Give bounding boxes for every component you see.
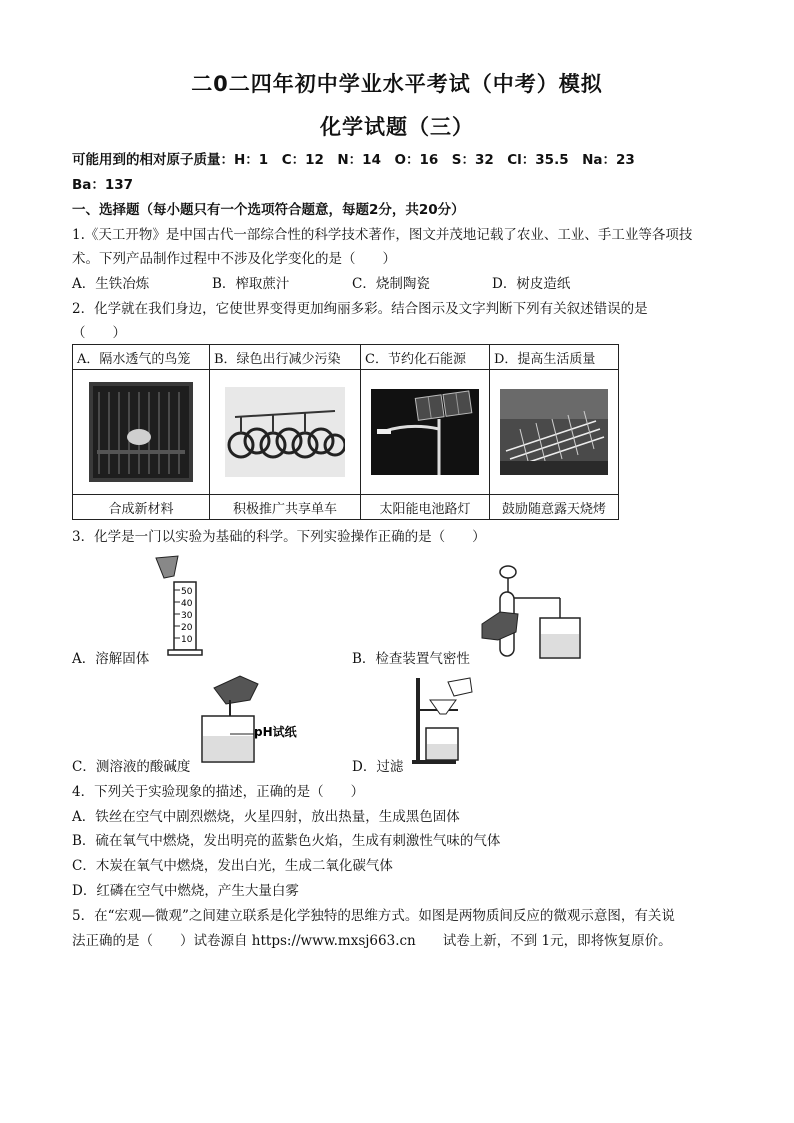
q2-caption-b: 积极推广共享单车 [210,495,361,520]
q4-stem: 4．下列关于实验现象的描述，正确的是（ ） [72,784,365,800]
q1-option-d: D．树皮造纸 [492,276,571,292]
q1-stem-line2: 术。下列产品制作过程中不涉及化学变化的是（ ） [72,251,396,267]
cylinder-tick-10: 10 [181,635,193,645]
q5-stem-line2: 法正确的是（ ）试卷源自 https://www.mxsj663.cn 试卷上新，不到 1元，即将恢复原价。 [72,933,672,949]
ph-test-illustration [196,670,306,766]
q2-header-c: C．节约化石能源 [361,345,490,370]
cylinder-tick-30: 30 [181,611,193,621]
shared-bikes-photo [225,387,345,477]
q3-option-d: D．过滤 [352,759,404,775]
q2-header-b: B．绿色出行减少污染 [210,345,361,370]
ph-paper-label: pH试纸 [254,725,297,739]
q2-caption-d: 鼓励随意露天烧烤 [490,495,619,520]
q1-option-a: A．生铁冶炼 [72,276,150,292]
q4-option-b: B．硫在氧气中燃烧，发出明亮的蓝紫色火焰，生成有刺激性气味的气体 [72,833,501,849]
section-heading: 一、选择题（每小题只有一个选项符合题意，每题2分，共20分） [72,202,465,218]
q3-stem: 3．化学是一门以实验为基础的科学。下列实验操作正确的是（ ） [72,529,486,545]
q2-caption-c: 太阳能电池路灯 [361,495,490,520]
q3-option-b: B．检查装置气密性 [352,651,470,667]
bird-cage-photo [89,382,193,482]
q2-header-a: A．隔水透气的鸟笼 [73,345,210,370]
q1-option-b: B．榨取蔗汁 [212,276,290,292]
exam-subtitle: 化学试题（三） [320,115,474,139]
q2-options-table [72,344,619,520]
q2-stem-line1: 2．化学就在我们身边，它使世界变得更加绚丽多彩。结合图示及文字判断下列有关叙述错误的是 [72,301,648,317]
q4-option-a: A．铁丝在空气中剧烈燃烧，火星四射，放出热量，生成黑色固体 [72,809,460,825]
q1-option-c: C．烧制陶瓷 [352,276,430,292]
q5-stem-line1: 5．在“宏观—微观”之间建立联系是化学独特的思维方式。如图是两物质间反应的微观示意图，有关说 [72,908,675,924]
q4-option-d: D．红磷在空气中燃烧，产生大量白雾 [72,883,299,899]
cylinder-tick-50: 50 [181,587,193,597]
q1-stem-line1: 1.《天工开物》是中国古代一部综合性的科学技术著作，图文并茂地记载了农业、工业、手工业等各项技 [72,227,693,243]
solar-streetlight-photo [371,389,479,475]
q2-caption-a: 合成新材料 [73,495,210,520]
q4-option-c: C．木炭在氧气中燃烧，发出白光，生成二氧化碳气体 [72,858,393,874]
cylinder-tick-20: 20 [181,623,193,633]
filtration-illustration [408,670,478,766]
graduated-cylinder-illustration [150,554,210,660]
barbecue-photo [500,389,608,475]
cylinder-tick-40: 40 [181,599,193,609]
q3-option-a: A．溶解固体 [72,651,150,667]
exam-title: 二0二四年初中学业水平考试（中考）模拟 [191,72,603,96]
atomic-masses-line2: Ba：137 [72,177,134,193]
q2-stem-line2: （ ） [72,325,126,341]
atomic-masses-line1: 可能用到的相对原子质量：H：1 C：12 N：14 O：16 S：32 Cl：35.5 Na：23 [72,152,635,168]
q3-option-c: C．测溶液的酸碱度 [72,759,191,775]
airtightness-check-illustration [478,562,590,664]
q2-header-d: D．提高生活质量 [490,345,619,370]
